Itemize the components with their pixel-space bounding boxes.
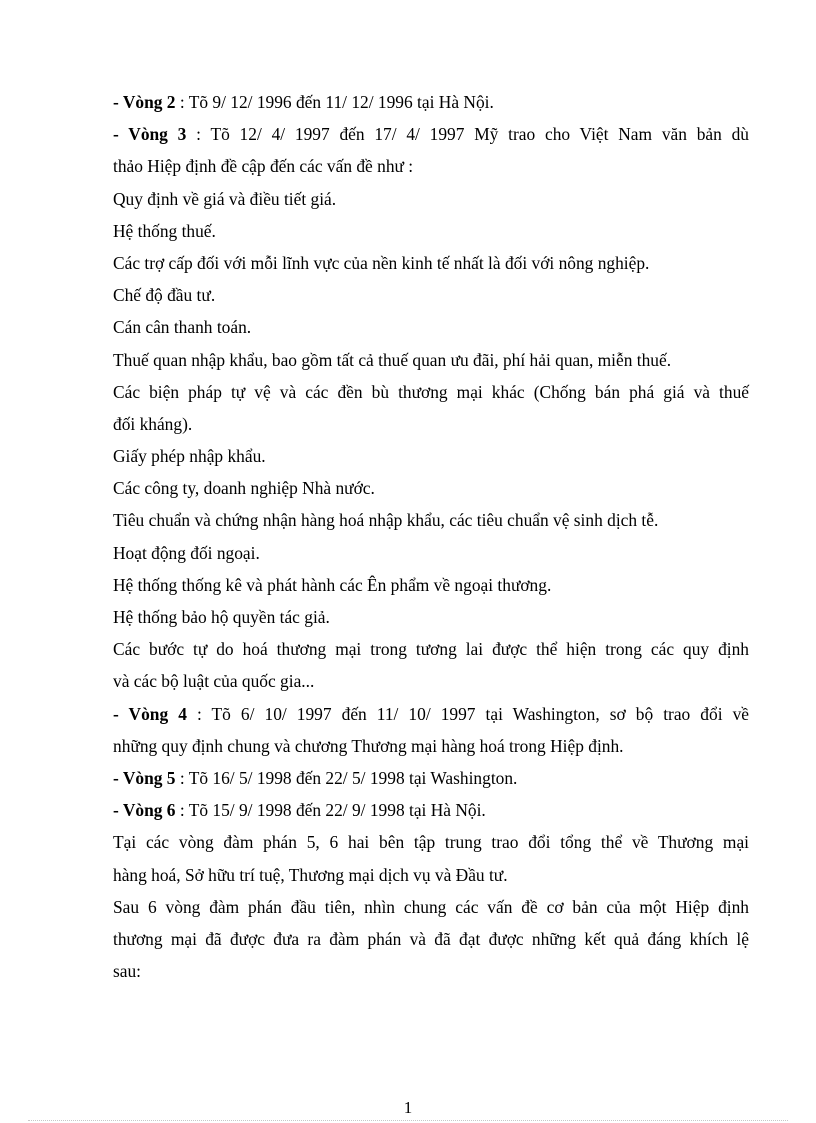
- text-line: [113, 376, 749, 408]
- document-body: [113, 86, 749, 987]
- text-line: [113, 891, 749, 923]
- text-line: [113, 923, 749, 955]
- text-line: [113, 859, 749, 891]
- line-text: Các trợ cấp đối với mỗi lĩnh vực của nền kinh tế nhất là đối với nông nghiệp.: [113, 252, 650, 273]
- line-text: Hệ thống thuế.: [113, 220, 216, 241]
- footer-divider: [28, 1120, 788, 1121]
- text-line: [113, 569, 749, 601]
- line-text: Giấy phép nhập khẩu.: [113, 446, 266, 467]
- text-line: [113, 633, 749, 665]
- line-text: thảo Hiệp định đề cập đến các vấn đề như :: [113, 156, 414, 177]
- text-line: [113, 150, 749, 182]
- text-line: [113, 794, 749, 826]
- line-text: Các công ty, doanh nghiệp Nhà nước.: [113, 478, 375, 499]
- round-label: - Vòng 2: [113, 92, 176, 112]
- text-line: [113, 311, 749, 343]
- line-text: đối kháng).: [113, 413, 193, 434]
- text-line: [113, 247, 749, 279]
- text-line: [113, 440, 749, 472]
- text-line: [113, 665, 749, 697]
- text-line: [113, 215, 749, 247]
- round-label: - Vòng 3: [113, 124, 187, 145]
- line-text: hàng hoá, Sở hữu trí tuệ, Thương mại dịch vụ và Đầu tư.: [113, 864, 508, 885]
- line-text: Các bước tự do hoá thương mại trong tương lai được thể hiện trong các quy định: [113, 639, 749, 660]
- line-text: thương mại đã được đưa ra đàm phán và đã đạt được những kết quả đáng khích lệ: [113, 928, 749, 949]
- text-line: [113, 730, 749, 762]
- line-text: Quy định về giá và điều tiết giá.: [113, 188, 337, 209]
- line-text: Các biện pháp tự vệ và các đền bù thương mại khác (Chống bán phá giá và thuế: [113, 381, 749, 402]
- text-line: [113, 601, 749, 633]
- line-text: : Tõ 16/ 5/ 1998 đến 22/ 5/ 1998 tại Washington.: [175, 767, 518, 788]
- line-text: và các bộ luật của quốc gia...: [113, 671, 315, 692]
- line-text: Hệ thống bảo hộ quyền tác giả.: [113, 607, 330, 627]
- page-number: 1: [403, 1098, 413, 1117]
- text-line: [113, 826, 749, 858]
- line-text: Tiêu chuẩn và chứng nhận hàng hoá nhập khẩu, các tiêu chuẩn vệ sinh dịch tễ.: [113, 510, 659, 531]
- text-line: [113, 279, 749, 311]
- text-line: [113, 955, 749, 987]
- text-line: [113, 698, 749, 730]
- line-text: những quy định chung và chương Thương mại hàng hoá trong Hiệp định.: [113, 735, 624, 756]
- text-line: [113, 472, 749, 504]
- round-label: - Vòng 6: [113, 800, 176, 821]
- line-text: Hệ thống thống kê và phát hành các Ên phẩm về ngoại thương.: [113, 574, 552, 595]
- text-line: [113, 183, 749, 215]
- line-text: : Tõ 15/ 9/ 1998 đến 22/ 9/ 1998 tại Hà Nội.: [175, 800, 486, 821]
- line-text: : Tõ 9/ 12/ 1996 đến 11/ 12/ 1996 tại Hà Nội.: [175, 92, 494, 112]
- text-line: [113, 762, 749, 794]
- line-text: Tại các vòng đàm phán 5, 6 hai bên tập trung trao đổi tổng thể về Thương mại: [113, 832, 749, 853]
- line-text: Cán cân thanh toán.: [113, 317, 252, 338]
- text-line: [113, 504, 749, 536]
- line-text: sau:: [113, 961, 142, 982]
- text-line: [113, 86, 749, 118]
- line-text: : Tõ 12/ 4/ 1997 đến 17/ 4/ 1997 Mỹ trao cho Việt Nam văn bản dù: [186, 124, 750, 145]
- round-label: - Vòng 4: [113, 703, 187, 724]
- text-line: [113, 537, 749, 569]
- text-line: [113, 408, 749, 440]
- line-text: Chế độ đầu tư.: [113, 285, 216, 306]
- line-text: : Tõ 6/ 10/ 1997 đến 11/ 10/ 1997 tại Washington, sơ bộ trao đổi về: [186, 703, 749, 724]
- text-line: [113, 118, 749, 150]
- line-text: Hoạt động đối ngoại.: [113, 542, 260, 563]
- line-text: Sau 6 vòng đàm phán đầu tiên, nhìn chung các vấn đề cơ bản của một Hiệp định: [113, 896, 749, 917]
- text-line: [113, 344, 749, 376]
- round-label: - Vòng 5: [113, 767, 176, 788]
- line-text: Thuế quan nhập khẩu, bao gồm tất cả thuế quan ưu đãi, phí hải quan, miễn thuế.: [113, 349, 672, 370]
